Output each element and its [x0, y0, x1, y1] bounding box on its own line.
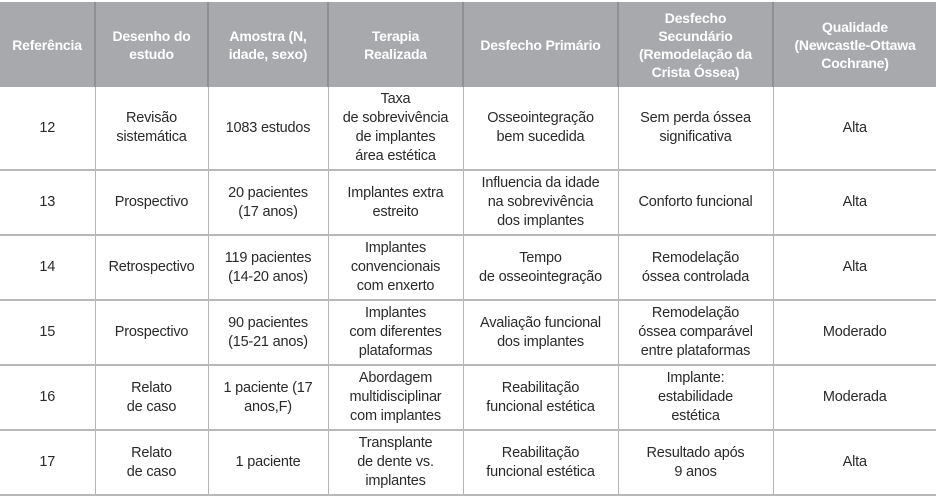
cell-quality: Alta — [773, 430, 936, 495]
studies-table — [0, 2, 936, 496]
table-row — [0, 365, 936, 430]
header-reference: Referência — [0, 2, 95, 87]
cell-sample: 20 pacientes (17 anos) — [208, 170, 328, 235]
cell-primary-outcome: Tempo de osseointegração — [463, 235, 618, 300]
cell-secondary-outcome: Implante: estabilidade estética — [618, 365, 773, 430]
cell-therapy: Implantes extra estreito — [328, 170, 463, 235]
cell-reference: 13 — [0, 170, 95, 235]
cell-study-design: Relato de caso — [95, 430, 208, 495]
cell-therapy: Implantes com diferentes plataformas — [328, 300, 463, 365]
cell-therapy: Abordagem multidisciplinar com implantes — [328, 365, 463, 430]
table-row — [0, 170, 936, 235]
table-row — [0, 430, 936, 495]
cell-primary-outcome: Osseointegração bem sucedida — [463, 87, 618, 170]
cell-primary-outcome: Reabilitação funcional estética — [463, 365, 618, 430]
cell-therapy: Implantes convencionais com enxerto — [328, 235, 463, 300]
cell-therapy: Transplante de dente vs. implantes — [328, 430, 463, 495]
cell-reference: 14 — [0, 235, 95, 300]
header-study-design: Desenho do estudo — [95, 2, 208, 87]
cell-secondary-outcome: Remodelação óssea comparável entre plataformas — [618, 300, 773, 365]
cell-study-design: Relato de caso — [95, 365, 208, 430]
cell-quality: Moderado — [773, 300, 936, 365]
cell-reference: 15 — [0, 300, 95, 365]
cell-secondary-outcome: Conforto funcional — [618, 170, 773, 235]
cell-study-design: Prospectivo — [95, 300, 208, 365]
cell-quality: Alta — [773, 170, 936, 235]
header-quality: Qualidade (Newcastle-Ottawa Cochrane) — [773, 2, 936, 87]
cell-sample: 119 pacientes (14-20 anos) — [208, 235, 328, 300]
cell-primary-outcome: Avaliação funcional dos implantes — [463, 300, 618, 365]
header-therapy: Terapia Realizada — [328, 2, 463, 87]
cell-secondary-outcome: Remodelação óssea controlada — [618, 235, 773, 300]
table-row — [0, 87, 936, 170]
cell-secondary-outcome: Resultado após 9 anos — [618, 430, 773, 495]
cell-reference: 17 — [0, 430, 95, 495]
cell-secondary-outcome: Sem perda óssea significativa — [618, 87, 773, 170]
cell-primary-outcome: Influencia da idade na sobrevivência dos implantes — [463, 170, 618, 235]
cell-reference: 16 — [0, 365, 95, 430]
header-primary-outcome: Desfecho Primário — [463, 2, 618, 87]
table-row — [0, 235, 936, 300]
cell-sample: 1083 estudos — [208, 87, 328, 170]
cell-primary-outcome: Reabilitação funcional estética — [463, 430, 618, 495]
cell-sample: 90 pacientes (15-21 anos) — [208, 300, 328, 365]
table-row — [0, 300, 936, 365]
header-sample: Amostra (N, idade, sexo) — [208, 2, 328, 87]
cell-study-design: Retrospectivo — [95, 235, 208, 300]
cell-sample: 1 paciente (17 anos,F) — [208, 365, 328, 430]
header-row — [0, 2, 936, 87]
cell-quality: Alta — [773, 87, 936, 170]
cell-reference: 12 — [0, 87, 95, 170]
cell-quality: Moderada — [773, 365, 936, 430]
header-secondary-outcome: Desfecho Secundário (Remodelação da Crista Óssea) — [618, 2, 773, 87]
cell-quality: Alta — [773, 235, 936, 300]
cell-therapy: Taxa de sobrevivência de implantes área estética — [328, 87, 463, 170]
cell-study-design: Revisão sistemática — [95, 87, 208, 170]
cell-sample: 1 paciente — [208, 430, 328, 495]
cell-study-design: Prospectivo — [95, 170, 208, 235]
